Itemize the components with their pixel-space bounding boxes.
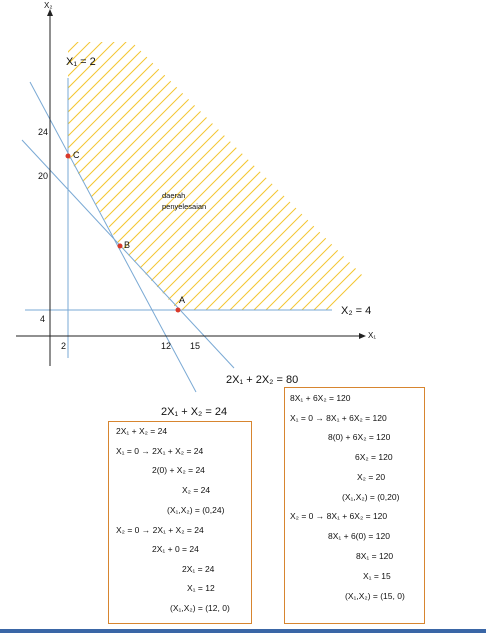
label-point-c: C (73, 150, 80, 160)
hatch-line (0, 0, 348, 348)
x-axis-arrow (359, 333, 366, 339)
right-step-7: 8X₁ + 6(0) = 120 (328, 531, 390, 541)
hatch-line (0, 0, 312, 312)
point-c (66, 154, 71, 159)
tick-y-20: 20 (38, 171, 49, 181)
hatch-line (0, 0, 324, 324)
region-label-line2: penyelesaian (162, 202, 207, 211)
tick-y-4: 4 (40, 314, 46, 324)
hatch-line (0, 0, 228, 228)
region-label-line1: daerah (162, 191, 186, 200)
x-axis-label: X₁ (368, 331, 377, 340)
left-step-8: X₁ = 12 (187, 583, 215, 593)
right-step-0: 8X₁ + 6X₂ = 120 (290, 393, 351, 403)
y-axis-arrow (47, 9, 53, 16)
label-point-a: A (179, 295, 186, 305)
tick-x-15: 15 (190, 341, 201, 351)
right-step-5: (X₁,X₂) = (0,20) (342, 492, 400, 502)
hatch-line (0, 0, 144, 144)
left-step-7: 2X₁ = 24 (182, 564, 215, 574)
right-step-4: X₂ = 20 (357, 472, 386, 482)
left-step-1: X₁ = 0 → 2X₁ + X₂ = 24 (116, 446, 204, 456)
left-step-6: 2X₁ + 0 = 24 (152, 544, 199, 554)
label-2x1-plus-x2-24: 2X₁ + X₂ = 24 (161, 406, 228, 418)
right-step-8: 8X₁ = 120 (356, 551, 394, 561)
point-b (118, 244, 123, 249)
label-point-b: B (124, 240, 131, 250)
hatch-line (0, 0, 252, 252)
hatch-line (0, 0, 384, 384)
y-axis-label: X₂ (44, 1, 53, 10)
left-step-4: (X₁,X₂) = (0,24) (167, 505, 225, 515)
hatch-line (0, 0, 300, 300)
right-step-3: 6X₂ = 120 (355, 452, 393, 462)
hatch-line (0, 0, 72, 72)
hatch-line (0, 0, 84, 84)
left-step-3: X₂ = 24 (182, 485, 211, 495)
hatch-line (0, 0, 108, 108)
right-step-6: X₂ = 0 → 8X₁ + 6X₂ = 120 (290, 511, 388, 521)
label-x2-equals-4: X₂ = 4 (341, 305, 372, 317)
left-step-5: X₂ = 0 → 2X₁ + X₂ = 24 (116, 525, 204, 535)
left-step-9: (X₁,X₂) = (12, 0) (170, 603, 230, 613)
point-a (176, 308, 181, 313)
hatch-line (0, 0, 216, 216)
bottom-border-bar (0, 629, 486, 633)
right-step-1: X₁ = 0 → 8X₁ + 6X₂ = 120 (290, 413, 387, 423)
right-step-9: X₁ = 15 (363, 571, 391, 581)
left-step-0: 2X₁ + X₂ = 24 (116, 426, 168, 436)
tick-x-12: 12 (161, 341, 172, 351)
tick-y-24: 24 (38, 127, 49, 137)
right-step-10: (X₁,X₂) = (15, 0) (345, 591, 405, 601)
hatch-line (0, 0, 192, 192)
right-step-2: 8(0) + 6X₂ = 120 (328, 432, 391, 442)
label-2x1-plus-2x2-80: 2X₁ + 2X₂ = 80 (226, 374, 299, 386)
hatch-line (0, 0, 156, 156)
left-step-2: 2(0) + X₂ = 24 (152, 465, 205, 475)
label-x1-equals-2: X₁ = 2 (66, 56, 96, 68)
hatch-line (0, 0, 180, 180)
tick-x-2: 2 (61, 341, 67, 351)
hatch-line (0, 0, 288, 288)
